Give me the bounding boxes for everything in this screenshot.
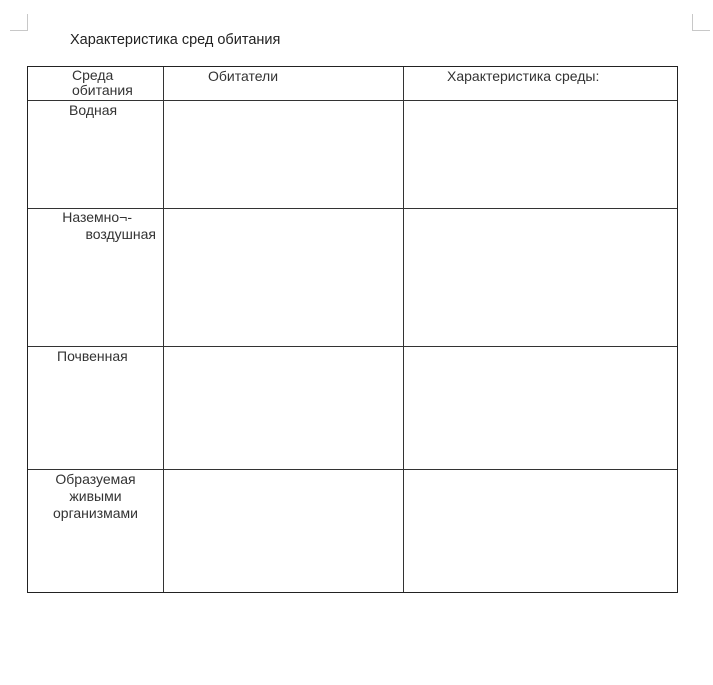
row-ground-air-label bbox=[28, 209, 156, 243]
column-divider bbox=[403, 67, 404, 592]
habitat-table bbox=[27, 66, 678, 593]
row-aquatic-label: Водная bbox=[69, 102, 118, 118]
label-line: организмами bbox=[53, 505, 138, 521]
row-soil-label: Почвенная bbox=[57, 348, 128, 364]
row-divider bbox=[28, 100, 677, 101]
row-organisms-label bbox=[28, 471, 163, 522]
label-line: Образуемая bbox=[55, 471, 136, 487]
page-corner-mark-right bbox=[692, 14, 693, 31]
column-divider bbox=[163, 67, 164, 592]
label-line: воздушная bbox=[85, 226, 156, 242]
page-corner-mark-left bbox=[27, 14, 28, 31]
header-characteristics: Характеристика среды: bbox=[447, 68, 600, 84]
row-divider bbox=[28, 469, 677, 470]
header-habitat bbox=[72, 68, 133, 98]
header-inhabitants: Обитатели bbox=[208, 68, 279, 84]
document-title: Характеристика сред обитания bbox=[70, 32, 281, 48]
page-corner-mark-right-h bbox=[692, 30, 710, 31]
label-line: живыми bbox=[69, 488, 122, 504]
row-divider bbox=[28, 346, 677, 347]
label-line: Наземно¬- bbox=[62, 209, 132, 225]
header-habitat-line: обитания bbox=[72, 82, 133, 98]
header-habitat-line: Среда bbox=[72, 67, 114, 83]
page-corner-mark-left-h bbox=[10, 30, 28, 31]
